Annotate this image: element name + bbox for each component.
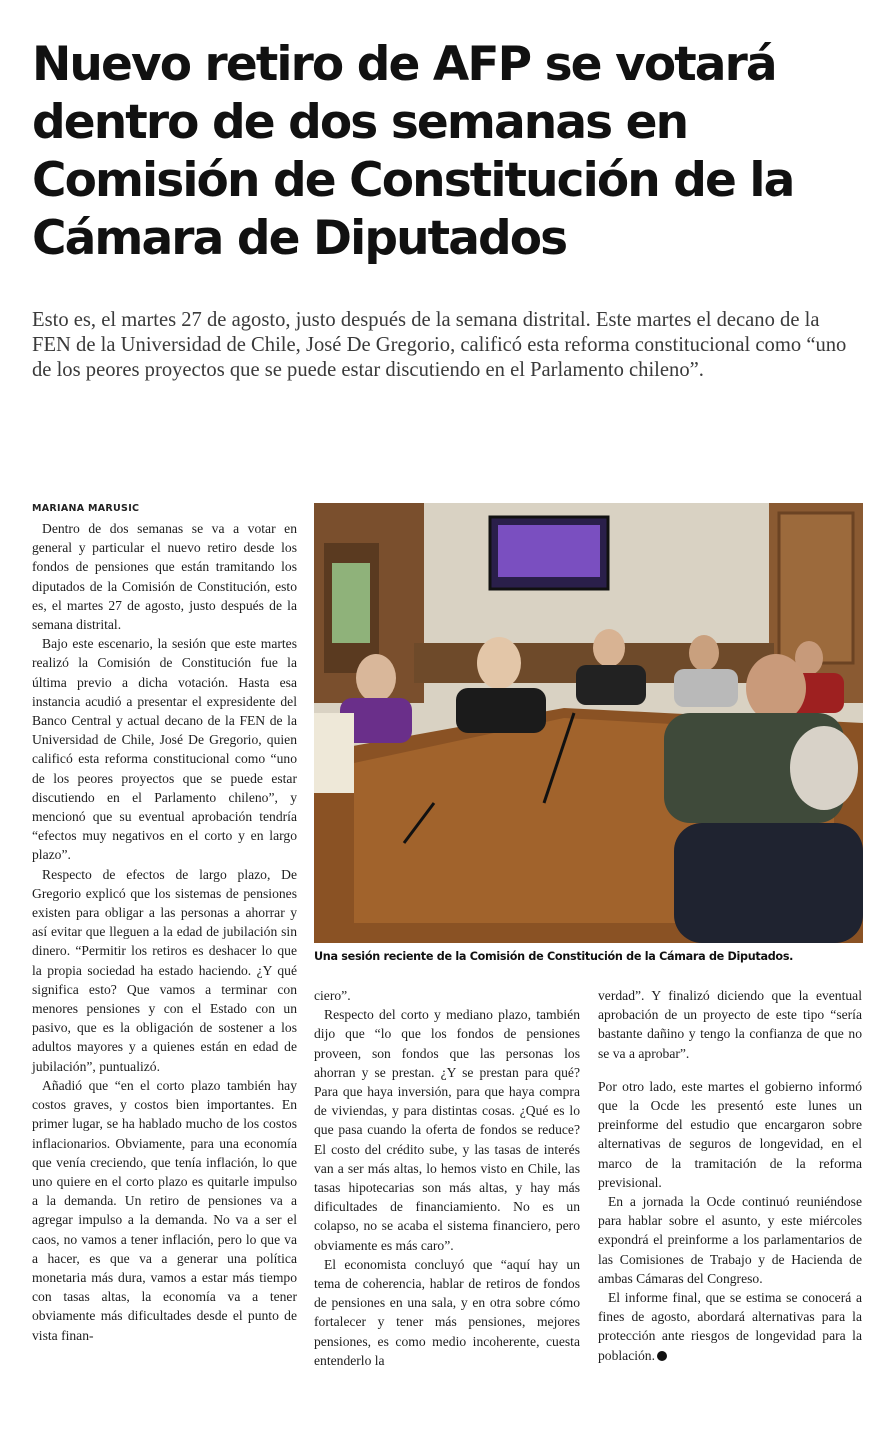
article-column-1 <box>32 519 297 1345</box>
paragraph: Bajo este escenario, la sesión que este martes realizó la Comisión de Constitución fue la última previo a dicha votación. Hasta esa instancia acudió a presentar el expresidente del Banco Central y actual decano de la FEN de la Universidad de Chile, José De Gregorio, quien calificó esta reforma constitucional como “uno de los peores proyectos que se puede estar discutiendo en el Parlamento chileno”, y mencionó que su eventual aprobación tendría “efectos muy negativos en el corto y en largo plazo”. <box>32 636 297 863</box>
paragraph: Dentro de dos semanas se va a votar en general y particular el nuevo retiro desde los fondos de pensiones que están tramitando los diputados de la Comisión de Constitución, esto es, el martes 27 de agosto, justo después de la semana distrital. <box>32 521 297 633</box>
session-photo <box>314 503 863 943</box>
paragraph: Respecto del corto y mediano plazo, también dijo que “lo que los fondos de pensiones proveen, son fondos que las personas los ahorran y se prestan. ¿Y se prestan para qué? Para que haya inversión, para que haya compra de viviendas, y para distintas cosas. ¿Qué es lo que pasa cuando la oferta de fondos se reduce? El costo del crédito sube, y las tasas de interés van a ser más altas, lo hemos visto en Chile, las tasas hipotecarias son más altas, y hay más dificultades de financiamiento. No es un colapso, no se acaba el sistema financiero, pero obviamente es más caro”. <box>314 1007 580 1253</box>
photo-caption: Una sesión reciente de la Comisión de Constitución de la Cámara de Diputados. <box>314 950 794 963</box>
paragraph: Añadió que “en el corto plazo también hay costos graves, y costos bien importantes. En primer lugar, se ha hablado mucho de los costos inflacionarios. Obviamente, para una economía que venía creciendo, que tenía inflación, lo que uno quiere en el corto plazo es quitarle impulso a la demanda. Un retiro de pensiones va a agregar impulso a la demanda. No va a ser el caos, no vamos a tener inflación, pero lo que va a hacer, es que va a generar una política monetaria más dura, vamos a estar más tiempo con tasas altas, la economía va a tener obviamente más dificultades desde el punto de vista finan- <box>32 1077 297 1343</box>
headline: Nuevo retiro de AFP se votará dentro de dos semanas en Comisión de Constitución de la Cámara de Diputados <box>32 37 794 266</box>
paragraph: En a jornada la Ocde continuó reuniéndose para hablar sobre el asunto, y este miércoles expondrá el preinforme a los parlamentarios de las Comisiones de Trabajo y de Hacienda de ambas Cámaras del Congreso. <box>598 1194 862 1286</box>
author-byline: MARIANA MARUSIC <box>32 503 140 514</box>
article-column-3 <box>598 986 862 1365</box>
paragraph: El economista concluyó que “aquí hay un tema de coherencia, hablar de retiros de fondos de pensiones en una sala, y en otra sobre cómo fortalecer y tener más pensiones, mejores pensiones, es como medio incoherente, cuesta entenderlo la <box>314 1256 580 1368</box>
paragraph: Por otro lado, este martes el gobierno informó que la Ocde les presentó este lunes un preinforme del estudio que encargaron sobre alternativas de seguros de longevidad, en el marco de la tramitación de la reforma previsional. <box>598 1078 862 1190</box>
deck-summary: Esto es, el martes 27 de agosto, justo después de la semana distrital. Este martes el decano de la FEN de la Universidad de Chile, José De Gregorio, calificó esta reforma constitucional como “uno de los peores proyectos que se puede estar discutiendo en el Parlamento chileno”. <box>32 309 847 381</box>
paragraph: ciero”. <box>314 988 351 1003</box>
paragraph: Respecto de efectos de largo plazo, De Gregorio explicó que los sistemas de pensiones existen para obligar a las personas a ahorrar y así evitar que lleguen a la edad de jubilación sin dinero. “Permitir los retiros es deshacer lo que la propia sociedad ha estado haciendo. ¿Y qué significa esto? Que vamos a terminar con menores pensiones y con el Estado con un pasivo, que es la obligación de sostener a los adultos mayores y a quienes están en edad de jubilación”, puntualizó. <box>32 866 297 1074</box>
article-column-2 <box>314 986 580 1370</box>
paragraph-text: El informe final, que se estima se conocerá a fines de agosto, abordará alternativas para la protección ante riesgos de longevidad para la población. <box>598 1290 862 1363</box>
end-mark-icon <box>657 1351 667 1361</box>
paragraph <box>598 1288 862 1365</box>
paragraph: verdad”. Y finalizó diciendo que la eventual aprobación de un proyecto de este tipo “sería bastante dañino y tengo la confianza de que no se va a aprobar”. <box>598 988 862 1061</box>
